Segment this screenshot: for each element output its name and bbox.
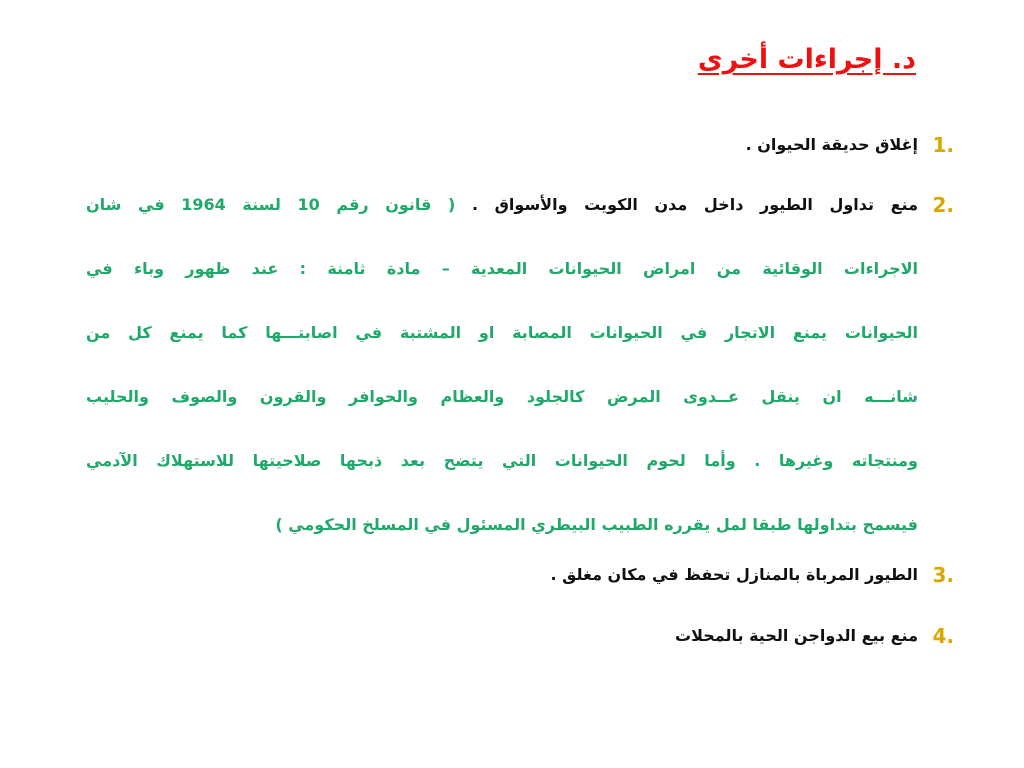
law-line: ( قانون رقم 10 لسنة 1964 في شان bbox=[86, 195, 456, 214]
item-2-ban-text: منع تداول الطيور داخل مدن الكويت والأسواق . bbox=[471, 195, 918, 214]
item-1-text: إغلاق حديقة الحيوان . bbox=[745, 135, 918, 154]
slide-title: د. إجراءات أخرى bbox=[697, 44, 916, 75]
law-line: ومنتجاته وغيرها . وأما لحوم الحيوانات التي يتضح بعد ذبحها صلاحيتها للاستهلاك الآدمي bbox=[86, 451, 918, 470]
item-3-number: 3. bbox=[932, 563, 954, 587]
law-line: الاجراءات الوقائية من امراض الحيوانات المعدية – مادة ثامنة : عند ظهور وباء في bbox=[86, 259, 918, 278]
item-4-number: 4. bbox=[932, 624, 954, 648]
item-2-text bbox=[86, 192, 918, 538]
item-4-text: منع بيع الدواجن الحية بالمحلات bbox=[675, 626, 918, 645]
law-line: فيسمح بتداولها طبقا لمل يقرره الطبيب البيطري المسئول في المسلخ الحكومي ) bbox=[275, 515, 918, 534]
item-2-number: 2. bbox=[932, 193, 954, 217]
item-2-line-1 bbox=[86, 192, 918, 218]
item-3-text: الطيور المرباة بالمنازل تحفظ في مكان مغلق . bbox=[550, 565, 918, 584]
item-1-number: 1. bbox=[932, 133, 954, 157]
law-line: شانـــه ان ينقل عــدوى المرض كالجلود والعظام والحوافر والقرون والصوف والحليب bbox=[86, 387, 918, 406]
law-line: الحيوانات يمنع الاتجار في الحيوانات المصابة او المشتبة في اصابتـــها كما يمنع كل من bbox=[86, 323, 918, 342]
